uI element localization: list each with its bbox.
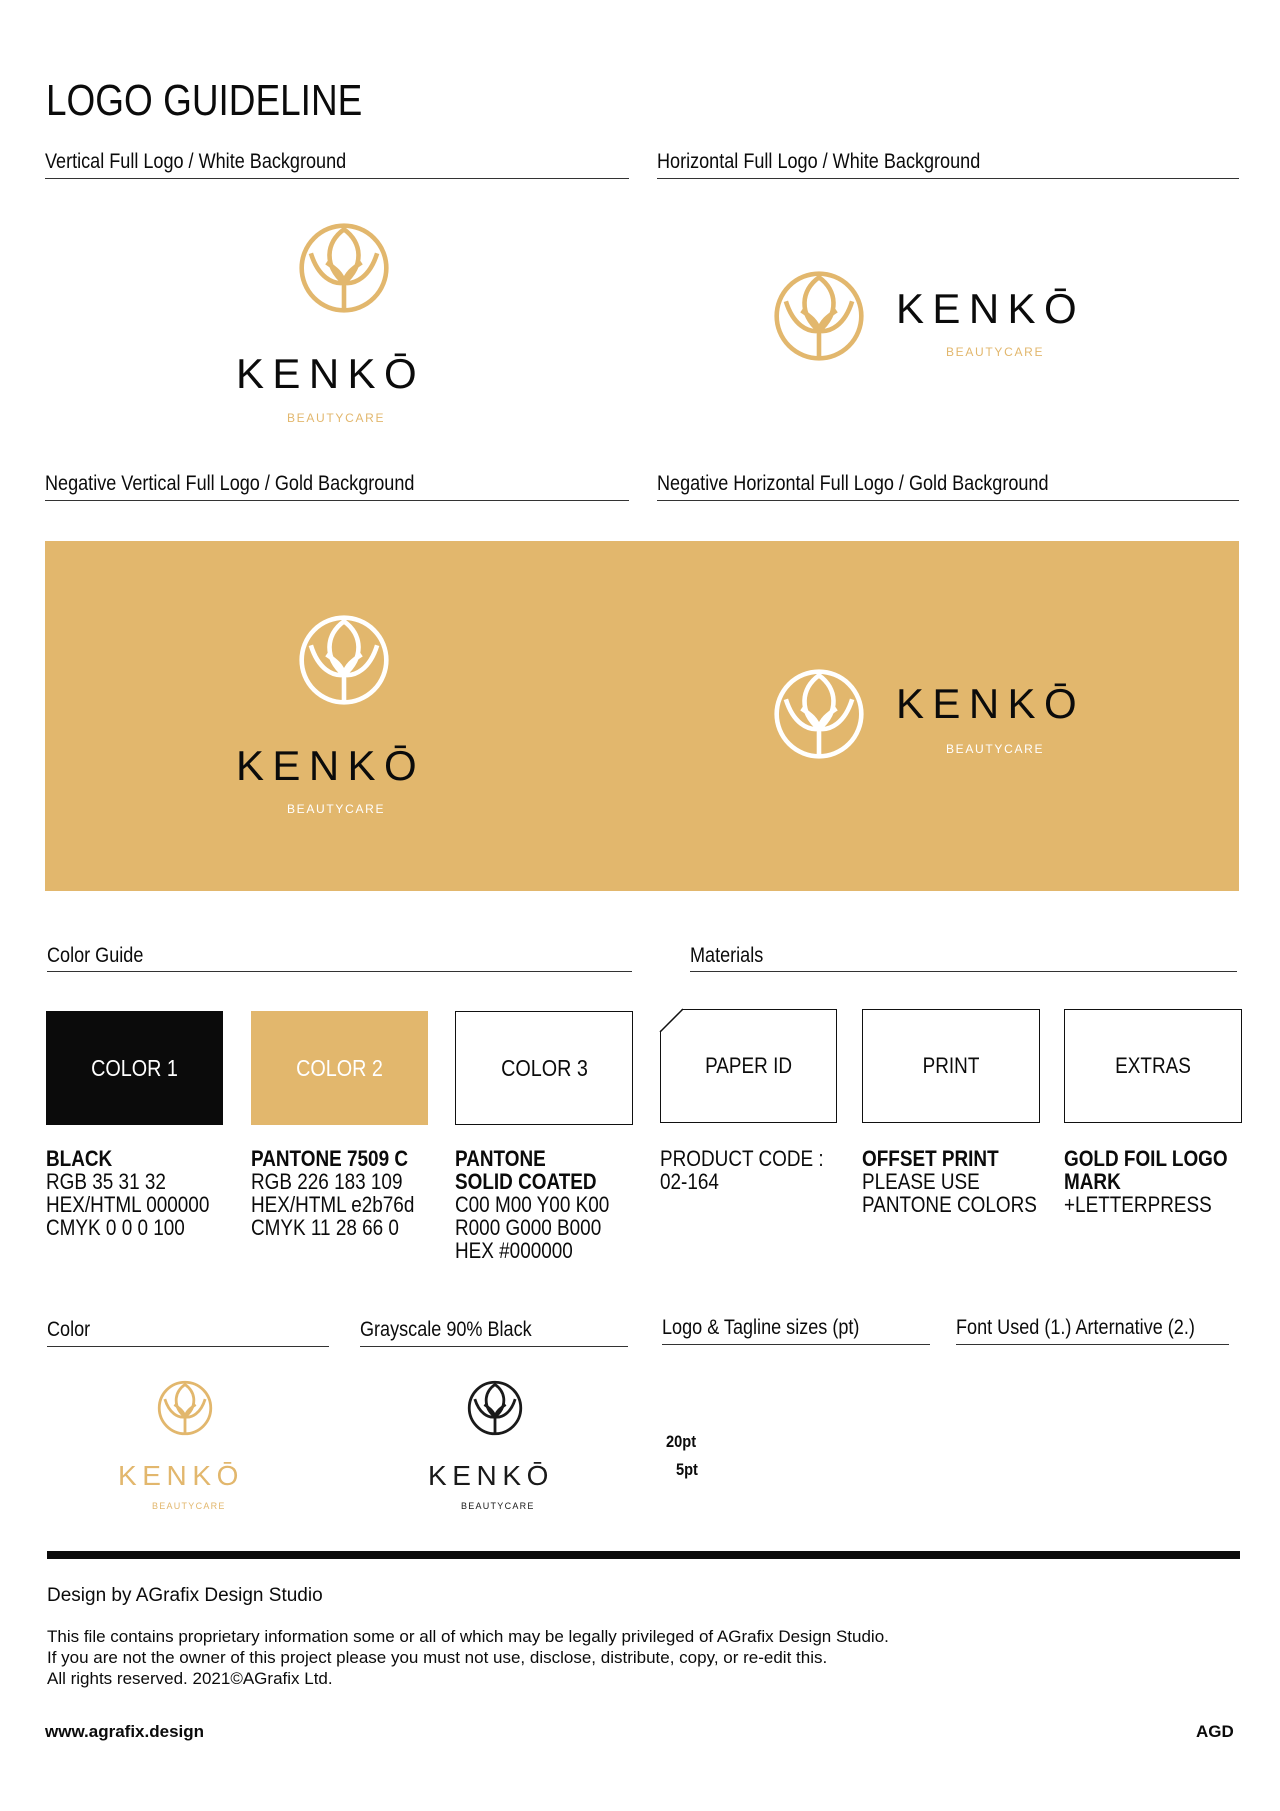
- brand-tagline: BEAUTYCARE: [946, 345, 1045, 359]
- footer-credit: Design by AGrafix Design Studio: [47, 1585, 323, 1606]
- lotus-logo-icon: [157, 1380, 213, 1436]
- brand-wordmark: KENKŌ: [428, 1460, 555, 1491]
- section-divider: [45, 178, 629, 179]
- section-divider: [657, 500, 1239, 501]
- footer-legal-line-2: If you are not the owner of this project please you must not use, disclose, distribute, copy, or re-edit this.: [47, 1648, 828, 1667]
- brand-wordmark: KENKŌ: [896, 680, 1086, 727]
- color-swatch-black: COLOR 1: [46, 1011, 223, 1125]
- brand-tagline: BEAUTYCARE: [461, 1501, 535, 1511]
- footer-divider: [47, 1551, 1240, 1559]
- color-swatch-gold: COLOR 2: [251, 1011, 428, 1125]
- section-label-color-guide: Color Guide: [47, 944, 144, 967]
- section-divider: [47, 971, 632, 972]
- brand-wordmark: KENKŌ: [896, 285, 1086, 332]
- section-label-grayscale: Grayscale 90% Black: [360, 1318, 532, 1341]
- lotus-logo-icon: [298, 222, 390, 314]
- material-box-print: PRINT: [862, 1009, 1040, 1123]
- section-label-fonts: Font Used (1.) Arternative (2.): [956, 1316, 1195, 1339]
- brand-wordmark: KENKŌ: [236, 742, 426, 789]
- color-spec-solid-coated: PANTONE SOLID COATED C00 M00 Y00 K00 R000 G000 B000 HEX #000000: [455, 1146, 610, 1263]
- section-label-horizontal-white: Horizontal Full Logo / White Background: [657, 150, 981, 173]
- material-spec-paper: PRODUCT CODE : 02-164: [660, 1146, 824, 1194]
- tagline-size-label: 5pt: [676, 1460, 698, 1479]
- lotus-logo-icon: [467, 1380, 523, 1436]
- color-spec-black: BLACK RGB 35 31 32 HEX/HTML 000000 CMYK 0 0 0 100: [46, 1146, 210, 1240]
- color-spec-gold: PANTONE 7509 C RGB 226 183 109 HEX/HTML e2b76d CMYK 11 28 66 0: [251, 1146, 415, 1240]
- brand-wordmark: KENKŌ: [118, 1460, 245, 1491]
- section-label-materials: Materials: [690, 944, 764, 967]
- material-spec-print: OFFSET PRINT PLEASE USE PANTONE COLORS: [862, 1146, 1037, 1217]
- footer-website-link[interactable]: www.agrafix.design: [45, 1722, 205, 1741]
- section-label-vertical-white: Vertical Full Logo / White Background: [45, 150, 347, 173]
- section-label-vertical-gold: Negative Vertical Full Logo / Gold Background: [45, 472, 415, 495]
- section-divider: [662, 1344, 930, 1345]
- section-divider: [360, 1346, 628, 1347]
- folded-corner-icon: [659, 1008, 685, 1034]
- brand-tagline: BEAUTYCARE: [152, 1501, 226, 1511]
- color-swatch-white: COLOR 3: [455, 1011, 633, 1125]
- material-box-paper: PAPER ID: [660, 1009, 837, 1123]
- section-label-sizes: Logo & Tagline sizes (pt): [662, 1316, 860, 1339]
- material-spec-extras: GOLD FOIL LOGO MARK +LETTERPRESS: [1064, 1146, 1228, 1217]
- section-label-horizontal-gold: Negative Horizontal Full Logo / Gold Background: [657, 472, 1049, 495]
- lotus-logo-icon: [298, 614, 390, 706]
- section-label-color: Color: [47, 1318, 91, 1341]
- lotus-logo-icon: [773, 270, 865, 362]
- section-divider: [956, 1344, 1229, 1345]
- brand-tagline: BEAUTYCARE: [287, 411, 386, 425]
- section-divider: [657, 178, 1239, 179]
- page-title: LOGO GUIDELINE: [46, 76, 363, 125]
- section-divider: [47, 1346, 329, 1347]
- footer-studio-mark: AGD: [1196, 1722, 1234, 1741]
- footer-legal-line-3: All rights reserved. 2021©AGrafix Ltd.: [47, 1669, 333, 1688]
- logo-size-label: 20pt: [666, 1432, 697, 1451]
- material-box-extras: EXTRAS: [1064, 1009, 1242, 1123]
- brand-tagline: BEAUTYCARE: [287, 802, 386, 816]
- footer-legal-line-1: This file contains proprietary information some or all of which may be legally privileged of AGrafix Design Studio.: [47, 1627, 889, 1646]
- brand-wordmark: KENKŌ: [236, 350, 426, 397]
- lotus-logo-icon: [773, 668, 865, 760]
- section-divider: [45, 500, 629, 501]
- section-divider: [690, 971, 1237, 972]
- brand-tagline: BEAUTYCARE: [946, 742, 1045, 756]
